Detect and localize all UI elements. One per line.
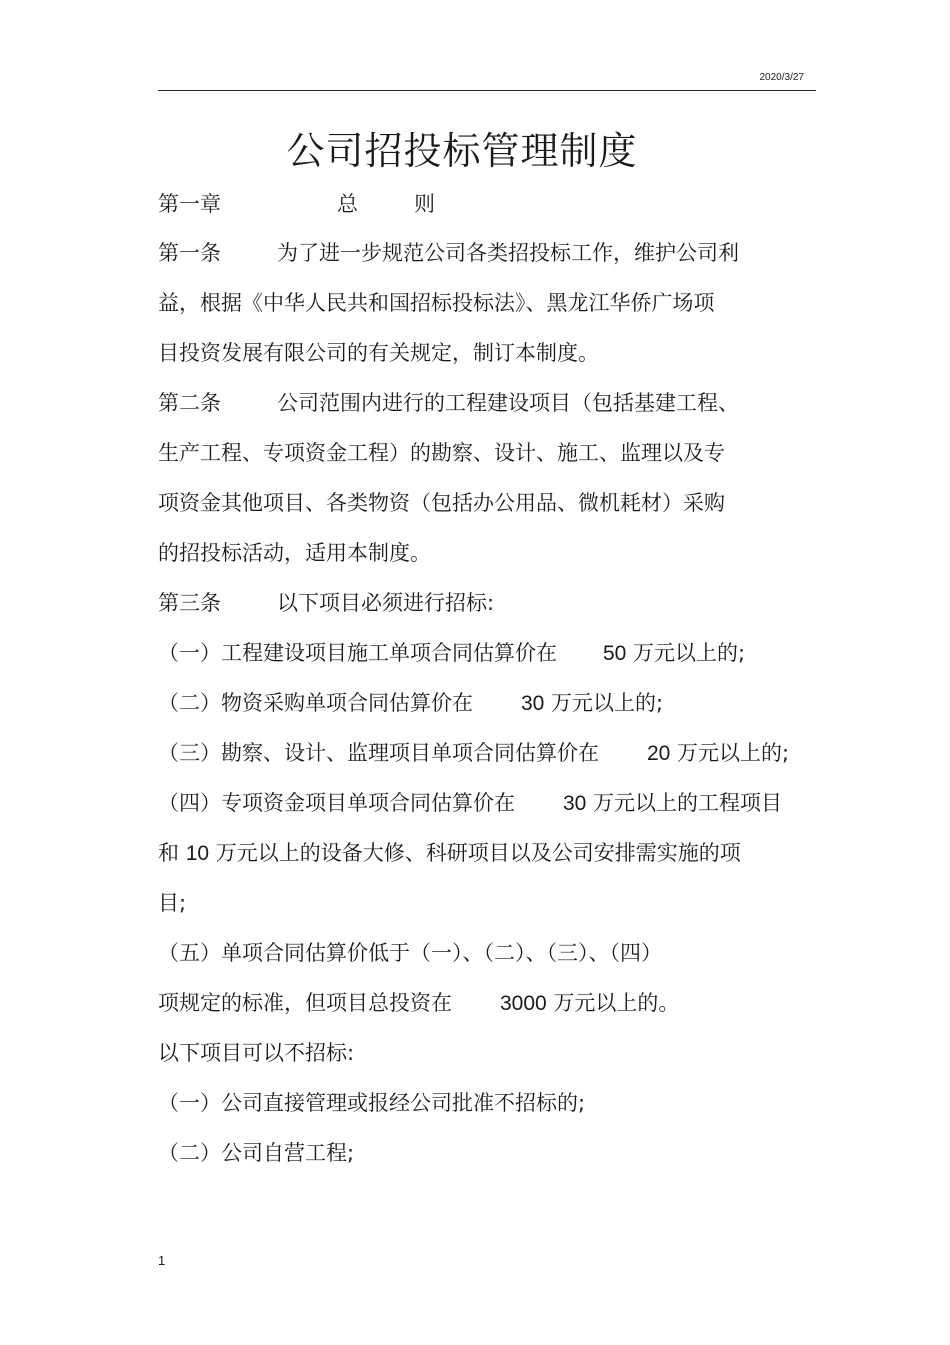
article-1-label: 第一条	[158, 241, 221, 265]
item-3-amount: 20	[647, 742, 671, 765]
item-4-line-2-prefix: 和	[158, 841, 179, 865]
exempt-intro: 以下项目可以不招标:	[158, 1041, 355, 1065]
header-rule	[158, 90, 816, 91]
exempt-item-1: （一）公司直接管理或报经公司批准不招标的;	[158, 1091, 586, 1115]
page-number: 1	[158, 1253, 166, 1268]
item-1-amount: 50	[603, 642, 627, 665]
chapter-label: 第一章	[158, 192, 221, 216]
item-5-suffix: 万元以上的。	[553, 991, 680, 1015]
chapter-word-2: 则	[414, 192, 435, 216]
item-2-suffix: 万元以上的;	[551, 691, 664, 715]
chapter-word-1: 总	[337, 192, 358, 216]
article-2-line-4: 的招投标活动，适用本制度。	[158, 541, 431, 565]
article-2-label: 第二条	[158, 391, 221, 415]
article-2-text: 公司范围内进行的工程建设项目（包括基建工程、	[277, 391, 739, 415]
item-5-amount: 3000	[500, 992, 547, 1015]
item-3-text: （三）勘察、设计、监理项目单项合同估算价在	[158, 741, 599, 765]
document-title: 公司招投标管理制度	[286, 129, 638, 173]
article-3-line-1	[158, 588, 494, 618]
article-2-line-1	[158, 388, 739, 418]
article-1-line-3: 目投资发展有限公司的有关规定，制订本制度。	[158, 341, 599, 365]
article-3-label: 第三条	[158, 591, 221, 615]
item-4-suffix: 万元以上的工程项目	[593, 791, 783, 815]
item-1-suffix: 万元以上的;	[633, 641, 746, 665]
item-2-amount: 30	[521, 692, 545, 715]
article-2-line-3: 项资金其他项目、各类物资（包括办公用品、微机耗材）采购	[158, 491, 725, 515]
item-5-line-2-text: 项规定的标准，但项目总投资在	[158, 991, 452, 1015]
article-1-line-1	[158, 238, 739, 268]
item-2-text: （二）物资采购单项合同估算价在	[158, 691, 473, 715]
article-3-item-2	[158, 688, 663, 719]
header-date: 2020/3/27	[759, 72, 804, 83]
article-3-item-4-line-2	[158, 838, 741, 869]
article-3-intro: 以下项目必须进行招标:	[277, 591, 495, 615]
item-4-line-2-amount: 10	[185, 842, 210, 865]
article-1-line-2: 益，根据《中华人民共和国招标投标法》、黑龙江华侨广场项	[158, 291, 715, 315]
article-3-item-3	[158, 738, 789, 769]
article-2-line-2: 生产工程、专项资金工程）的勘察、设计、施工、监理以及专	[158, 441, 725, 465]
article-1-text: 为了进一步规范公司各类招投标工作，维护公司利	[277, 241, 739, 265]
item-4-amount: 30	[563, 792, 587, 815]
chapter-heading	[158, 189, 435, 219]
item-4-line-2-text: 万元以上的设备大修、科研项目以及公司安排需实施的项	[215, 841, 741, 865]
item-4-text: （四）专项资金项目单项合同估算价在	[158, 791, 515, 815]
article-3-item-4-line-1	[158, 788, 782, 819]
article-3-item-4-line-3: 目;	[158, 891, 187, 915]
exempt-item-2: （二）公司自营工程;	[158, 1141, 355, 1165]
item-1-text: （一）工程建设项目施工单项合同估算价在	[158, 641, 557, 665]
item-3-suffix: 万元以上的;	[677, 741, 790, 765]
article-3-item-5-line-2	[158, 988, 679, 1019]
article-3-item-1	[158, 638, 745, 669]
article-3-item-5-line-1: （五）单项合同估算价低于（一）、（二）、（三）、（四）	[158, 941, 662, 965]
